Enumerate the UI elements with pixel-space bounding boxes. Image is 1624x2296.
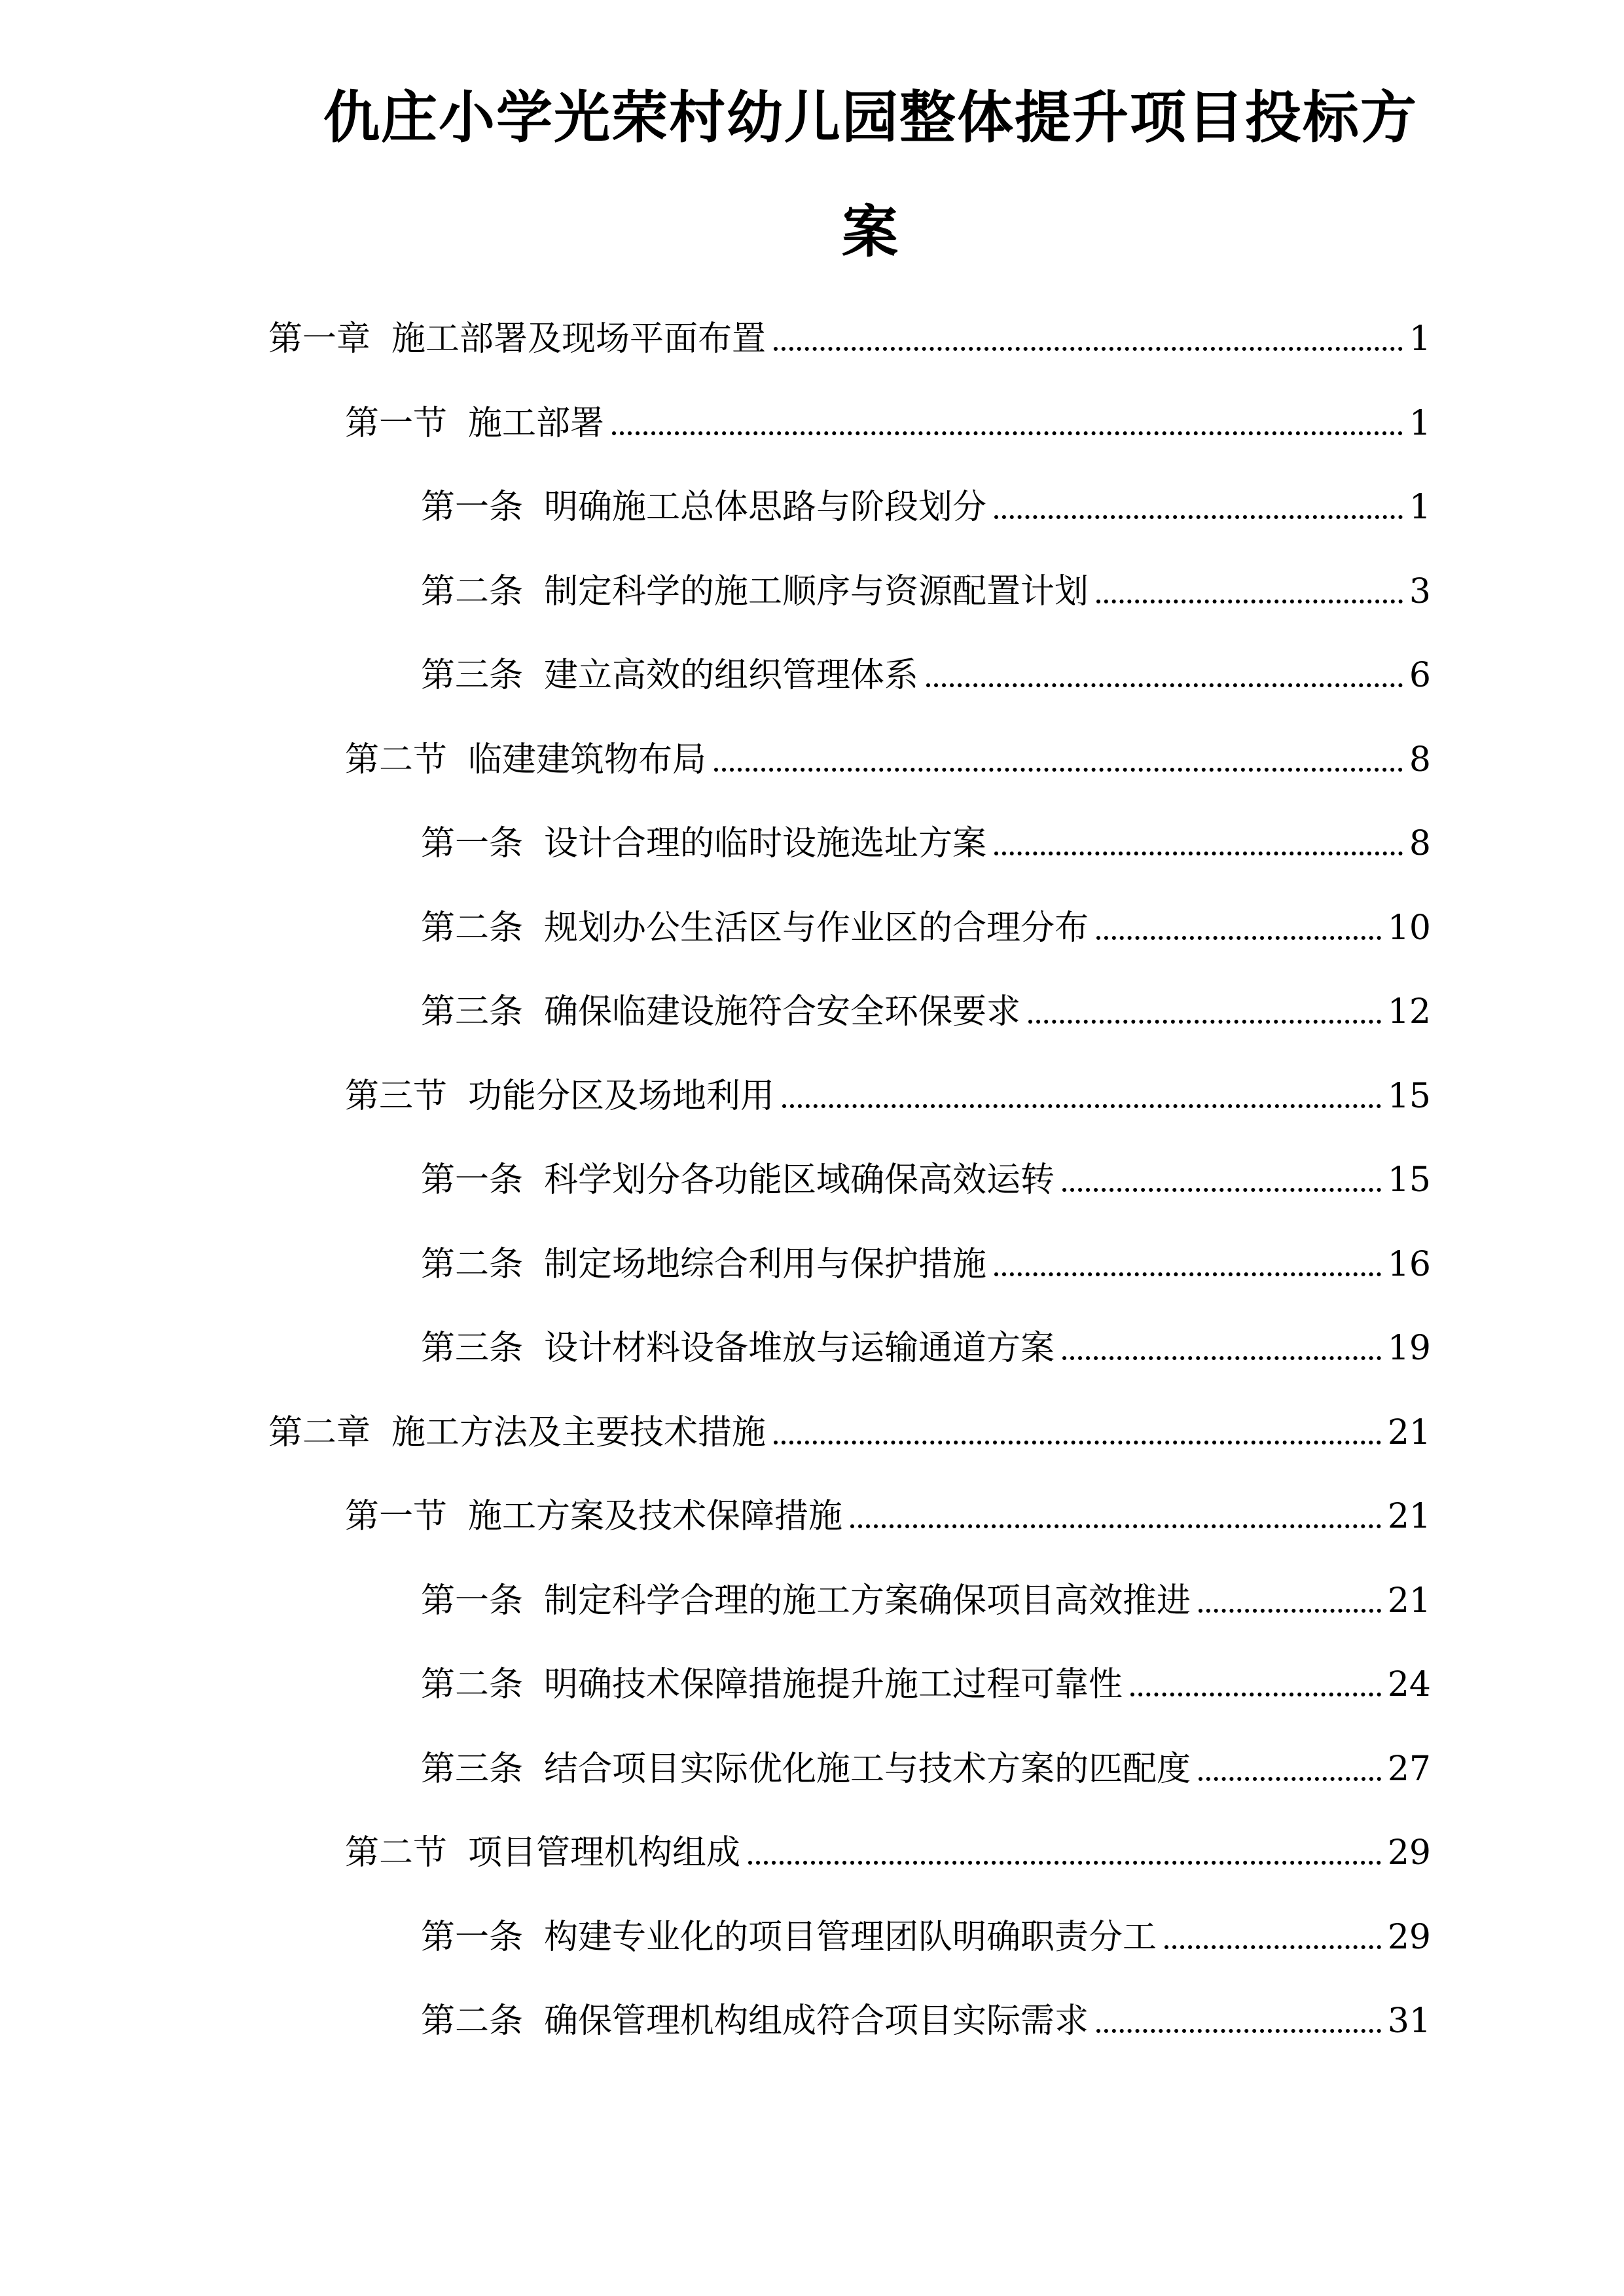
toc-entry-title: 制定科学合理的施工方案确保项目高效推进 <box>544 1581 1191 1621</box>
toc-dot-leader <box>782 1104 1381 1108</box>
toc-entry[interactable] <box>268 1401 1431 1454</box>
toc-entry[interactable] <box>421 897 1431 949</box>
toc-entry-page-number: 8 <box>1409 824 1431 863</box>
toc-entry-page-number: 21 <box>1387 1413 1431 1452</box>
toc-entry-title: 确保临建设施符合安全环保要求 <box>544 992 1021 1031</box>
toc-entry[interactable] <box>345 1065 1431 1117</box>
toc-entry-title: 设计合理的临时设施选址方案 <box>544 824 987 863</box>
toc-entry[interactable] <box>268 308 1431 360</box>
toc-entry-page-number: 21 <box>1387 1497 1431 1536</box>
toc-entry-number: 第一条 <box>421 824 524 863</box>
toc-entry-title: 科学划分各功能区域确保高效运转 <box>544 1160 1055 1200</box>
toc-dot-leader <box>1199 1609 1381 1613</box>
toc-entry-number: 第三条 <box>421 992 524 1031</box>
toc-entry-title: 明确施工总体思路与阶段划分 <box>544 488 987 527</box>
toc-entry-number: 第一章 <box>268 319 371 359</box>
toc-entry[interactable] <box>421 1990 1431 2042</box>
toc-entry-title: 构建专业化的项目管理团队明确职责分工 <box>544 1918 1157 1957</box>
toc-entry-page-number: 15 <box>1387 1160 1431 1200</box>
toc-dot-leader <box>994 515 1403 519</box>
toc-entry-page-number: 3 <box>1409 572 1431 611</box>
toc-entry-page-number: 27 <box>1387 1749 1431 1789</box>
toc-entry-title: 确保管理机构组成符合项目实际需求 <box>544 2001 1089 2041</box>
toc-entry-page-number: 8 <box>1409 740 1431 780</box>
toc-dot-leader <box>774 347 1403 351</box>
toc-dot-leader <box>926 683 1403 687</box>
toc-entry-number: 第三条 <box>421 1749 524 1789</box>
toc-entry-title: 明确技术保障措施提升施工过程可靠性 <box>544 1665 1123 1704</box>
toc-entry-number: 第三条 <box>421 1329 524 1368</box>
toc-dot-leader <box>714 768 1403 772</box>
toc-entry-page-number: 21 <box>1387 1581 1431 1621</box>
toc-dot-leader <box>850 1524 1381 1528</box>
toc-dot-leader <box>1096 936 1381 940</box>
toc-entry[interactable] <box>345 392 1431 444</box>
toc-entry-page-number: 16 <box>1387 1245 1431 1284</box>
document-title-line-2: 案 <box>842 200 899 265</box>
toc-entry[interactable] <box>421 644 1431 696</box>
toc-entry-number: 第二节 <box>345 740 448 780</box>
toc-dot-leader <box>748 1861 1381 1865</box>
toc-dot-leader <box>1062 1188 1381 1192</box>
toc-entry[interactable] <box>421 476 1431 528</box>
toc-entry-title: 设计材料设备堆放与运输通道方案 <box>544 1329 1055 1368</box>
toc-entry-number: 第二条 <box>421 1245 524 1284</box>
toc-entry-page-number: 1 <box>1409 319 1431 359</box>
toc-dot-leader <box>1028 1020 1381 1024</box>
toc-entry[interactable] <box>421 980 1431 1033</box>
toc-entry-number: 第二条 <box>421 1665 524 1704</box>
document-title-line-1: 仇庄小学光荣村幼儿园整体提升项目投标方 <box>323 85 1418 151</box>
toc-entry-title: 施工部署 <box>468 404 605 443</box>
toc-dot-leader <box>1096 600 1403 603</box>
toc-entry[interactable] <box>421 1317 1431 1369</box>
toc-entry-number: 第二节 <box>345 1833 448 1873</box>
toc-entry[interactable] <box>421 1570 1431 1622</box>
toc-entry-title: 施工方法及主要技术措施 <box>391 1413 767 1452</box>
toc-dot-leader <box>774 1441 1381 1444</box>
toc-entry[interactable] <box>421 1738 1431 1790</box>
toc-entry-page-number: 12 <box>1387 992 1431 1031</box>
toc-entry-number: 第一条 <box>421 1160 524 1200</box>
toc-entry-page-number: 15 <box>1387 1077 1431 1116</box>
toc-entry-number: 第二章 <box>268 1413 371 1452</box>
toc-entry-number: 第一节 <box>345 1497 448 1536</box>
toc-entry[interactable] <box>421 1233 1431 1285</box>
toc-entry[interactable] <box>345 1485 1431 1537</box>
toc-entry-page-number: 29 <box>1387 1918 1431 1957</box>
toc-entry-page-number: 19 <box>1387 1329 1431 1368</box>
toc-entry-title: 制定场地综合利用与保护措施 <box>544 1245 987 1284</box>
toc-entry-number: 第一条 <box>421 488 524 527</box>
toc-entry[interactable] <box>421 560 1431 613</box>
toc-entry[interactable] <box>421 1149 1431 1201</box>
toc-entry-page-number: 24 <box>1387 1665 1431 1704</box>
toc-entry[interactable] <box>421 1906 1431 1958</box>
toc-entry-number: 第二条 <box>421 572 524 611</box>
toc-entry[interactable] <box>345 728 1431 781</box>
toc-dot-leader <box>1130 1693 1381 1696</box>
toc-entry-number: 第二条 <box>421 2001 524 2041</box>
toc-entry-number: 第三节 <box>345 1077 448 1116</box>
toc-entry-page-number: 10 <box>1387 908 1431 948</box>
toc-entry-title: 建立高效的组织管理体系 <box>544 656 919 695</box>
toc-dot-leader <box>1096 2029 1381 2033</box>
toc-dot-leader <box>1164 1945 1381 1949</box>
toc-entry-number: 第二条 <box>421 908 524 948</box>
toc-entry-title: 结合项目实际优化施工与技术方案的匹配度 <box>544 1749 1191 1789</box>
toc-entry-page-number: 31 <box>1387 2001 1431 2041</box>
toc-dot-leader <box>994 852 1403 855</box>
toc-entry-page-number: 29 <box>1387 1833 1431 1873</box>
toc-entry-title: 项目管理机构组成 <box>468 1833 741 1873</box>
toc-entry-page-number: 1 <box>1409 488 1431 527</box>
toc-dot-leader <box>1062 1356 1381 1360</box>
toc-entry-page-number: 6 <box>1409 656 1431 695</box>
toc-dot-leader <box>612 431 1403 435</box>
toc-entry-number: 第三条 <box>421 656 524 695</box>
toc-entry[interactable] <box>421 1653 1431 1706</box>
toc-entry-number: 第一条 <box>421 1581 524 1621</box>
toc-entry-number: 第一节 <box>345 404 448 443</box>
toc-dot-leader <box>1199 1777 1381 1781</box>
toc-entry[interactable] <box>421 812 1431 865</box>
toc-entry-title: 施工部署及现场平面布置 <box>391 319 767 359</box>
toc-entry-title: 规划办公生活区与作业区的合理分布 <box>544 908 1089 948</box>
toc-entry-title: 功能分区及场地利用 <box>468 1077 775 1116</box>
toc-entry-title: 施工方案及技术保障措施 <box>468 1497 843 1536</box>
toc-entry-title: 制定科学的施工顺序与资源配置计划 <box>544 572 1089 611</box>
toc-dot-leader <box>994 1272 1381 1276</box>
toc-entry-number: 第一条 <box>421 1918 524 1957</box>
toc-entry-page-number: 1 <box>1409 404 1431 443</box>
toc-entry[interactable] <box>345 1821 1431 1874</box>
toc-entry-title: 临建建筑物布局 <box>468 740 707 780</box>
